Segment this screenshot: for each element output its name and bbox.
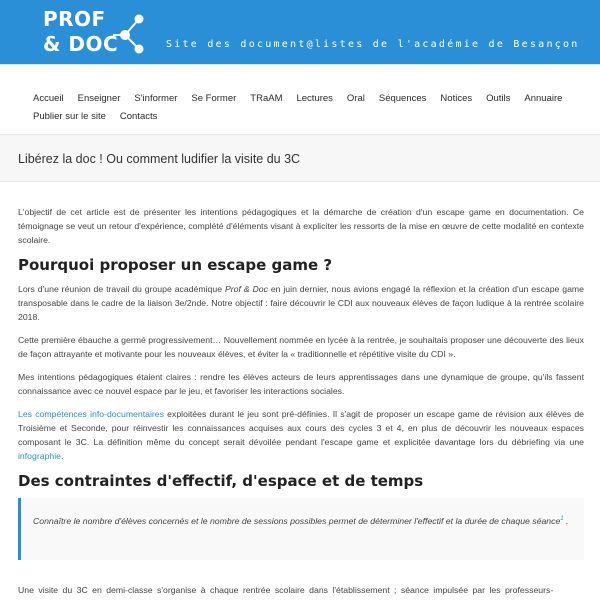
intro-paragraph: L'objectif de cet article est de présenter les intentions pédagogiques et la démarche de création d'un escape game en documentation. Ce témoignage se veut un retour d'expérience, complété d'éléments visant à expliciter les ressorts de la mise en œuvre de cette modalité en contexte scolaire. — [18, 207, 584, 245]
main-navigation — [33, 93, 573, 129]
paragraph-5 — [18, 583, 584, 597]
nav-item-lectures[interactable]: Lectures — [296, 93, 333, 104]
nav-item-notices[interactable]: Notices — [440, 93, 473, 104]
competences-link[interactable]: Les compétences info-documentaires — [18, 409, 164, 419]
paragraph-4 — [18, 407, 584, 463]
nav-item-s-informer[interactable]: S'informer — [134, 93, 178, 104]
text: en juin dernier, nous avions engagé la réflexion et la création d'un escape game transposable dans le cadre de la liaison 3e/2nde. Notre objectif : faire découvrir le CDI aux nouveaux élèves de façon ludique à la rentrée scolaire 2018. — [18, 284, 584, 322]
paragraph-2: Cette première ébauche a germé progressivement… Nouvellement nommée en lycée à la rentrée, je souhaitais proposer une découverte des lieux de façon attrayante et motivante pour les nouveaux élèves, et éviter la « traditionnelle et répétitive visite du CDI ». — [18, 335, 584, 359]
nav-item-traam[interactable]: TRaAM — [250, 93, 283, 104]
network-nodes-icon — [39, 5, 147, 57]
infographie-link[interactable]: infographie — [18, 451, 61, 461]
site-tagline: Site des document@listes de l'académie de Besançon — [166, 39, 580, 50]
emphasis-prof-doc: Prof & Doc — [224, 284, 268, 294]
footnote-link[interactable]: 1 — [560, 516, 564, 522]
nav-item-contacts[interactable]: Contacts — [119, 111, 158, 122]
logo-text-prof: PROF — [43, 7, 106, 31]
nav-item-accueil[interactable]: Accueil — [33, 93, 64, 104]
paragraph-3: Mes intentions pédagogiques étaient claires : rendre les élèves acteurs de leurs apprentissages dans une dynamique de groupe, qu'ils fassent connaissance avec ce nouvel espace par le jeu, et favoriser les interactions sociales. — [18, 372, 584, 396]
nav-row-1 — [33, 93, 573, 111]
nav-item-outils[interactable]: Outils — [486, 93, 511, 104]
nav-item-s-quences[interactable]: Séquences — [378, 93, 427, 104]
site-header — [0, 0, 600, 64]
quote-text — [33, 512, 570, 528]
section-heading-why: Pourquoi proposer un escape game ? — [18, 256, 333, 274]
site-logo[interactable] — [39, 5, 147, 57]
paragraph-5-text: Une visite du 3C en demi-classe s'organise à chaque rentrée scolaire dans l'établissement ; séance impulsée par les professeurs- — [18, 585, 554, 595]
section-heading-constraints: Des contraintes d'effectif, d'espace et de temps — [18, 472, 424, 490]
nav-item-publier-sur-le-site[interactable]: Publier sur le site — [33, 111, 106, 122]
text: Connaître le nombre d'élèves concernés et le nombre de sessions possibles permet de déterminer l'effectif et la durée de chaque séance — [33, 515, 561, 526]
title-band — [0, 134, 600, 182]
nav-row-2 — [33, 111, 573, 129]
text: Lors d'une réunion de travail du groupe académique — [18, 284, 225, 294]
article-content — [18, 205, 584, 560]
nav-item-annuaire[interactable]: Annuaire — [524, 93, 563, 104]
nav-item-enseigner[interactable]: Enseigner — [77, 93, 121, 104]
header-divider — [0, 64, 600, 65]
logo-text-doc: & DOC — [43, 32, 119, 56]
text: . — [61, 451, 64, 461]
nav-item-oral[interactable]: Oral — [346, 93, 365, 104]
text: exploitées durant le jeu sont pré-définies. Il s'agit de proposer un escape game de révision aux élèves de Troisième et Seconde, pour réinvestir les connaissances acquises aux cours des cycles 3 et 4, en plus de découvrir les nouveaux espaces composant le 3C. La définition même du concept serait dévoilée pendant l'escape game et explicitée davantage lors du débriefing via une — [18, 409, 585, 447]
text: . — [563, 515, 569, 526]
nav-item-se-former[interactable]: Se Former — [191, 93, 237, 104]
page-title: Libérez la doc ! Ou comment ludifier la visite du 3C — [18, 152, 301, 166]
quote-block — [18, 498, 584, 560]
paragraph-1 — [18, 282, 584, 324]
